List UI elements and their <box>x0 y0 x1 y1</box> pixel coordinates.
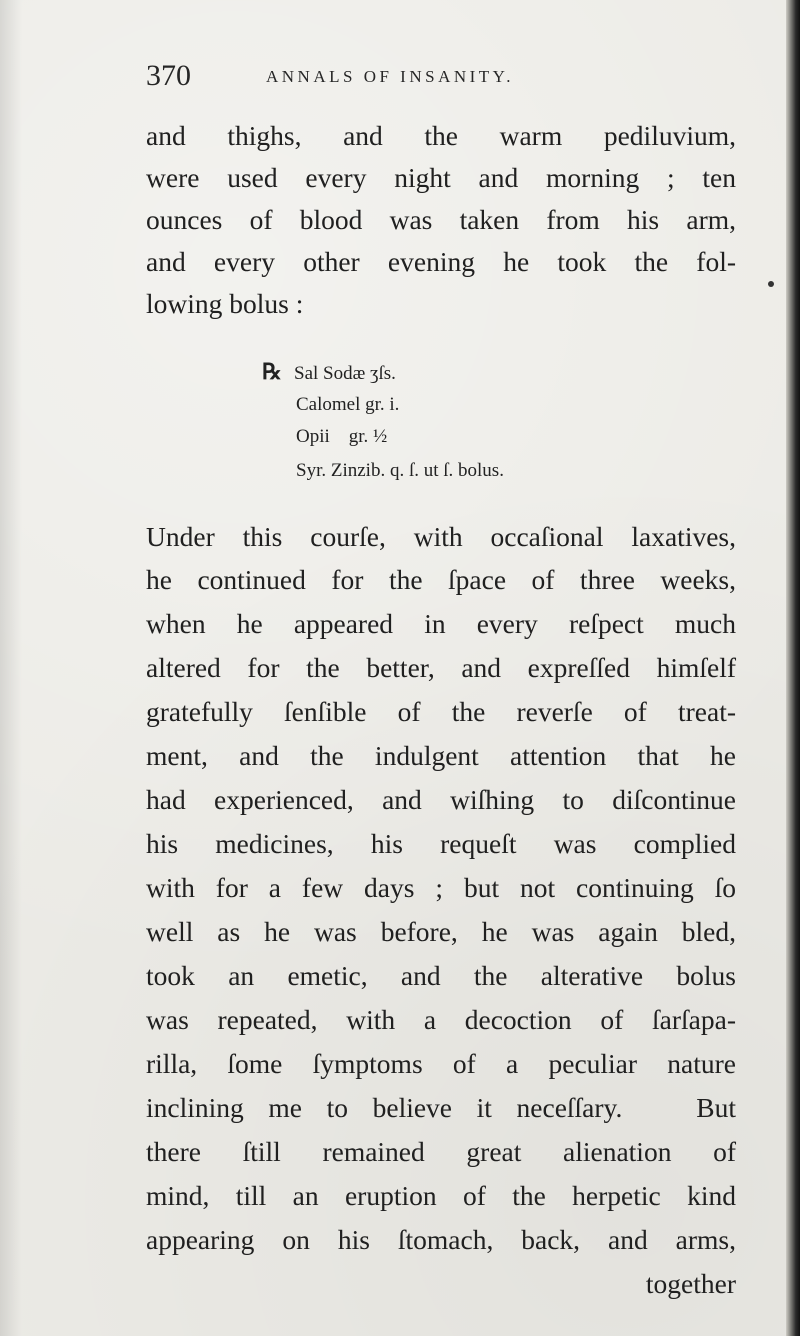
text-line: ounces of blood was taken from his arm, <box>146 204 736 235</box>
recipe-symbol: ℞ <box>262 359 282 384</box>
text-line: he continued for the ſpace of three weeks, <box>146 564 736 595</box>
text-line: his medicines, his requeſt was complied <box>146 828 736 859</box>
running-head <box>146 56 746 96</box>
text-line: inclining me to believe it neceſſary. But <box>146 1092 736 1123</box>
ink-speck <box>768 281 774 287</box>
text-line: and every other evening he took the fol- <box>146 246 736 277</box>
text-line: ment, and the indulgent attention that he <box>146 740 736 771</box>
text-line: mind, till an eruption of the herpetic kind <box>146 1180 736 1211</box>
catchword: together <box>645 1268 736 1299</box>
text-line: with for a few days ; but not continuing ſo <box>146 872 736 903</box>
prescription-line: Calomel gr. i. <box>296 394 400 415</box>
text-line: gratefully ſenſible of the reverſe of treat- <box>146 696 736 727</box>
text-line: was repeated, with a decoction of ſarſapa- <box>146 1004 736 1035</box>
text-line: well as he was before, he was again bled, <box>146 916 736 947</box>
page-edge-shadow <box>786 0 800 1336</box>
prescription-line: Sal Sodæ ʒſs. <box>294 363 396 384</box>
text-line: were used every night and morning ; ten <box>146 162 736 193</box>
page-number: 370 <box>146 59 191 92</box>
text-line: lowing bolus : <box>146 288 304 319</box>
text-line: appearing on his ſtomach, back, and arms, <box>146 1224 736 1255</box>
text-line: altered for the better, and expreſſed himſelf <box>146 652 736 683</box>
text-line: had experienced, and wiſhing to diſcontinue <box>146 784 736 815</box>
text-line: Under this courſe, with occaſional laxatives, <box>146 521 736 552</box>
text-line: there ſtill remained great alienation of <box>146 1136 736 1167</box>
text-line: and thighs, and the warm pediluvium, <box>146 120 736 151</box>
text-line: rilla, ſome ſymptoms of a peculiar nature <box>146 1048 736 1079</box>
text-line: took an emetic, and the alterative bolus <box>146 960 736 991</box>
running-title: ANNALS OF INSANITY. <box>266 67 515 86</box>
gutter-shadow <box>0 0 22 1336</box>
prescription-line: Syr. Zinzib. q. ſ. ut ſ. bolus. <box>296 460 504 481</box>
prescription-line: Opii gr. ½ <box>296 426 388 447</box>
text-line: when he appeared in every reſpect much <box>146 608 736 639</box>
